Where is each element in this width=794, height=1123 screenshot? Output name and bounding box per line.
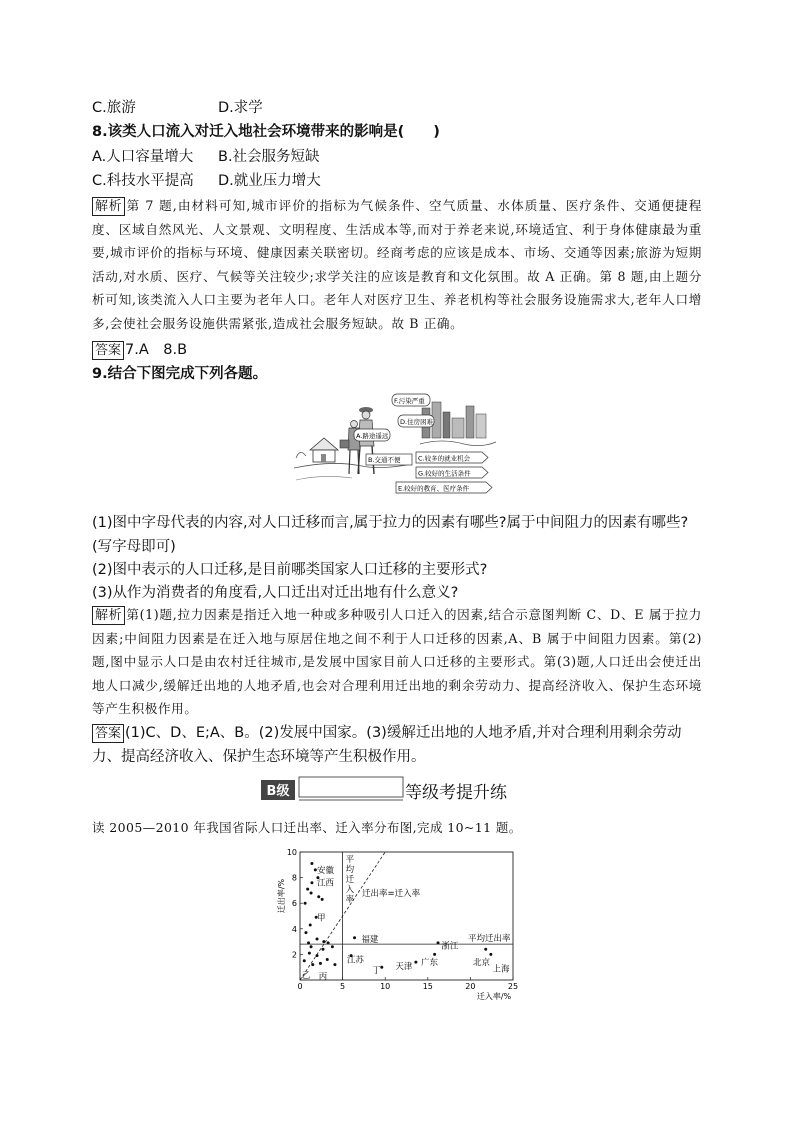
avg-in-label-char: 迁 <box>345 875 355 885</box>
q8-option-d: D.就业压力增大 <box>218 173 321 189</box>
avg-in-label-char: 均 <box>345 865 355 875</box>
svg-text:G.较好的生活条件: G.较好的生活条件 <box>418 469 471 478</box>
q8-stem: 8.该类人口流入对迁入地社会环境带来的影响是( ) <box>92 124 440 140</box>
province-label: 甲 <box>317 913 326 924</box>
diagonal-label: 迁出率=迁入率 <box>362 889 421 899</box>
province-label: 广东 <box>420 958 438 969</box>
data-point <box>306 888 309 891</box>
avg-in-label <box>346 855 355 905</box>
q7-option-c: C.旅游 <box>92 100 136 116</box>
data-point <box>310 881 313 884</box>
answer-tag: 答案 <box>92 724 124 743</box>
data-point <box>310 891 313 894</box>
q8-option-c: C.科技水平提高 <box>92 173 194 189</box>
label-f <box>392 394 430 406</box>
data-point <box>308 952 311 955</box>
avg-out-label: 平均迁出率 <box>468 934 511 944</box>
data-point <box>310 945 313 948</box>
svg-text:B.交通不便: B.交通不便 <box>368 456 401 464</box>
label-c <box>416 452 488 463</box>
province-label: 北京 <box>472 958 490 969</box>
data-point <box>331 945 334 948</box>
q7-options <box>92 98 263 118</box>
province-label: 丁 <box>372 965 381 976</box>
data-point <box>304 902 307 905</box>
village-house-icon <box>296 438 338 462</box>
q8-option-a: A.人口容量增大 <box>92 149 194 165</box>
migration-rate-scatter-chart <box>270 842 530 1010</box>
data-point <box>307 941 310 944</box>
data-point <box>319 962 322 965</box>
data-point <box>317 895 320 898</box>
x-tick-label: 20 <box>465 982 476 991</box>
section-b-badge: B级 <box>266 784 290 799</box>
y-tick-label: 2 <box>291 950 297 960</box>
data-point <box>333 963 336 966</box>
data-point <box>303 959 306 962</box>
avg-in-label-char: 率 <box>345 895 355 905</box>
q8-options-cd <box>92 171 321 191</box>
answer-text: 7.A 8.B <box>125 342 188 358</box>
data-point <box>322 940 325 943</box>
answer-tag: 答案 <box>92 341 124 360</box>
y-tick-label: 6 <box>291 899 297 909</box>
label-a <box>354 429 390 441</box>
analysis-tag: 解析 <box>92 606 125 625</box>
analysis-text: 第 7 题,由材料可知,城市评价的指标为气候条件、空气质量、水体质量、医疗条件、交通便捷程度、区域自然风光、人文景观、文明程度、生活成本等,而对于养老来说,环境适宜、利于身体健康最为重要,城市评价的指标与环境、健康因素关联密切。经商考虑的应该是成本、市场、交通等因素;旅游为短期活动,对水质、医疗、气候等关注较少;求学关注的应该是教育和文化氛围。故 A 正确。第 8 题,由上题分析可知,该类流入人口主要为老年人口。老年人对医疗卫生、养老机构等社会服务设施需求大,老年人口增多,会使社会服务设施供需紧张,造成社会服务短缺。故 B 正确。 <box>92 198 702 331</box>
data-point <box>437 941 440 944</box>
label-e <box>396 482 492 493</box>
svg-text:D.住房困难: D.住房困难 <box>400 418 434 426</box>
y-tick-label: 4 <box>291 924 297 934</box>
avg-in-label-char: 入 <box>345 885 355 895</box>
data-point <box>311 963 314 966</box>
data-point <box>322 948 325 951</box>
x-tick-label: 25 <box>507 982 519 991</box>
province-label: 上海 <box>492 964 510 975</box>
q8-options-ab <box>92 147 320 167</box>
data-point <box>309 923 312 926</box>
province-label: 浙江 <box>441 941 459 952</box>
data-point <box>304 931 307 934</box>
data-point <box>414 961 417 964</box>
analysis-9 <box>92 603 702 721</box>
data-point <box>310 862 313 865</box>
data-point <box>327 941 330 944</box>
q9-sub1: (1)图中字母代表的内容,对人口迁移而言,属于拉力的因素有哪些?属于中间阻力的因素有哪些?(写字母即可) <box>92 515 689 555</box>
svg-text:F.污染严重: F.污染严重 <box>394 397 425 405</box>
section-b-title: 等级考提升练 <box>405 783 507 802</box>
svg-text:E.较好的教育、医疗条件: E.较好的教育、医疗条件 <box>398 484 470 493</box>
q9-sub2: (2)图中表示的人口迁移,是目前哪类国家人口迁移的主要形式? <box>92 562 488 578</box>
svg-text:C.较多的就业机会: C.较多的就业机会 <box>418 454 471 463</box>
q9-sub3: (3)从作为消费者的角度看,人口迁出对迁出地有什么意义? <box>92 585 459 601</box>
section-b-header <box>261 776 541 802</box>
province-label: 江西 <box>317 878 335 889</box>
avg-in-label-char: 平 <box>345 855 355 865</box>
data-point <box>353 936 356 939</box>
answer-9 <box>92 722 702 769</box>
data-point <box>489 953 492 956</box>
data-point <box>316 954 319 957</box>
analysis-text: 第(1)题,拉力因素是指迁入地一种或多种吸引人口迁入的因素,结合示意图判断 C、D、E 属于拉力因素;中间阻力因素是在迁入地与原居住地之间不利于人口迁移的因素,A、B 属于中间阻力因素。第(2)题,图中显示人口是由农村迁往城市,是发展中国家目前人口迁移的主要形式。第(3)题,人口迁出会使迁出地人口减少,缓解迁出地的人地矛盾,也会对合理利用迁出地的剩余劳动力、提高经济收入、保护生态环境等产生积极作用。 <box>92 607 702 717</box>
y-axis-label: 迁出率/% <box>277 878 286 914</box>
x-axis-label: 迁入率/% <box>476 992 512 1001</box>
label-d <box>398 415 434 427</box>
q7-option-d: D.求学 <box>218 100 263 116</box>
origin-label: 0 <box>297 982 303 991</box>
answer-text: (1)C、D、E;A、B。(2)发展中国家。(3)缓解迁出地的人地矛盾,并对合理利用剩余劳动力、提高经济收入、保护生态环境等产生积极作用。 <box>92 725 682 765</box>
province-label: 乙 <box>301 970 311 981</box>
data-point <box>316 938 319 941</box>
province-label: 安徽 <box>317 865 335 876</box>
q9-stem: 9.结合下图完成下列各题。 <box>92 366 268 382</box>
answer-7-8 <box>92 340 187 360</box>
label-g <box>416 467 488 478</box>
province-label: 丙 <box>318 972 328 983</box>
chart-labels <box>302 865 510 982</box>
svg-text:A.路途遥远: A.路途遥远 <box>356 432 389 440</box>
y-tick-label: 8 <box>291 873 297 883</box>
x-tick-label: 5 <box>340 982 346 991</box>
data-point <box>484 948 487 951</box>
analysis-tag: 解析 <box>92 197 125 216</box>
analysis-7-8 <box>92 194 702 336</box>
migration-illustration <box>292 388 498 502</box>
x-tick-label: 10 <box>380 982 391 991</box>
chart-intro: 读 2005—2010 年我国省际人口迁出率、迁入率分布图,完成 10~11 题。 <box>92 820 522 835</box>
label-b <box>366 454 412 465</box>
section-b-box <box>299 777 403 797</box>
data-point <box>326 958 329 961</box>
data-point <box>433 953 436 956</box>
data-point <box>321 898 324 901</box>
province-label: 江苏 <box>346 955 364 966</box>
province-label: 天津 <box>395 961 413 972</box>
y-tick-label: 10 <box>286 848 297 857</box>
q8-option-b: B.社会服务短缺 <box>218 149 320 165</box>
x-tick-label: 15 <box>422 982 433 991</box>
province-label: 福建 <box>361 935 379 946</box>
